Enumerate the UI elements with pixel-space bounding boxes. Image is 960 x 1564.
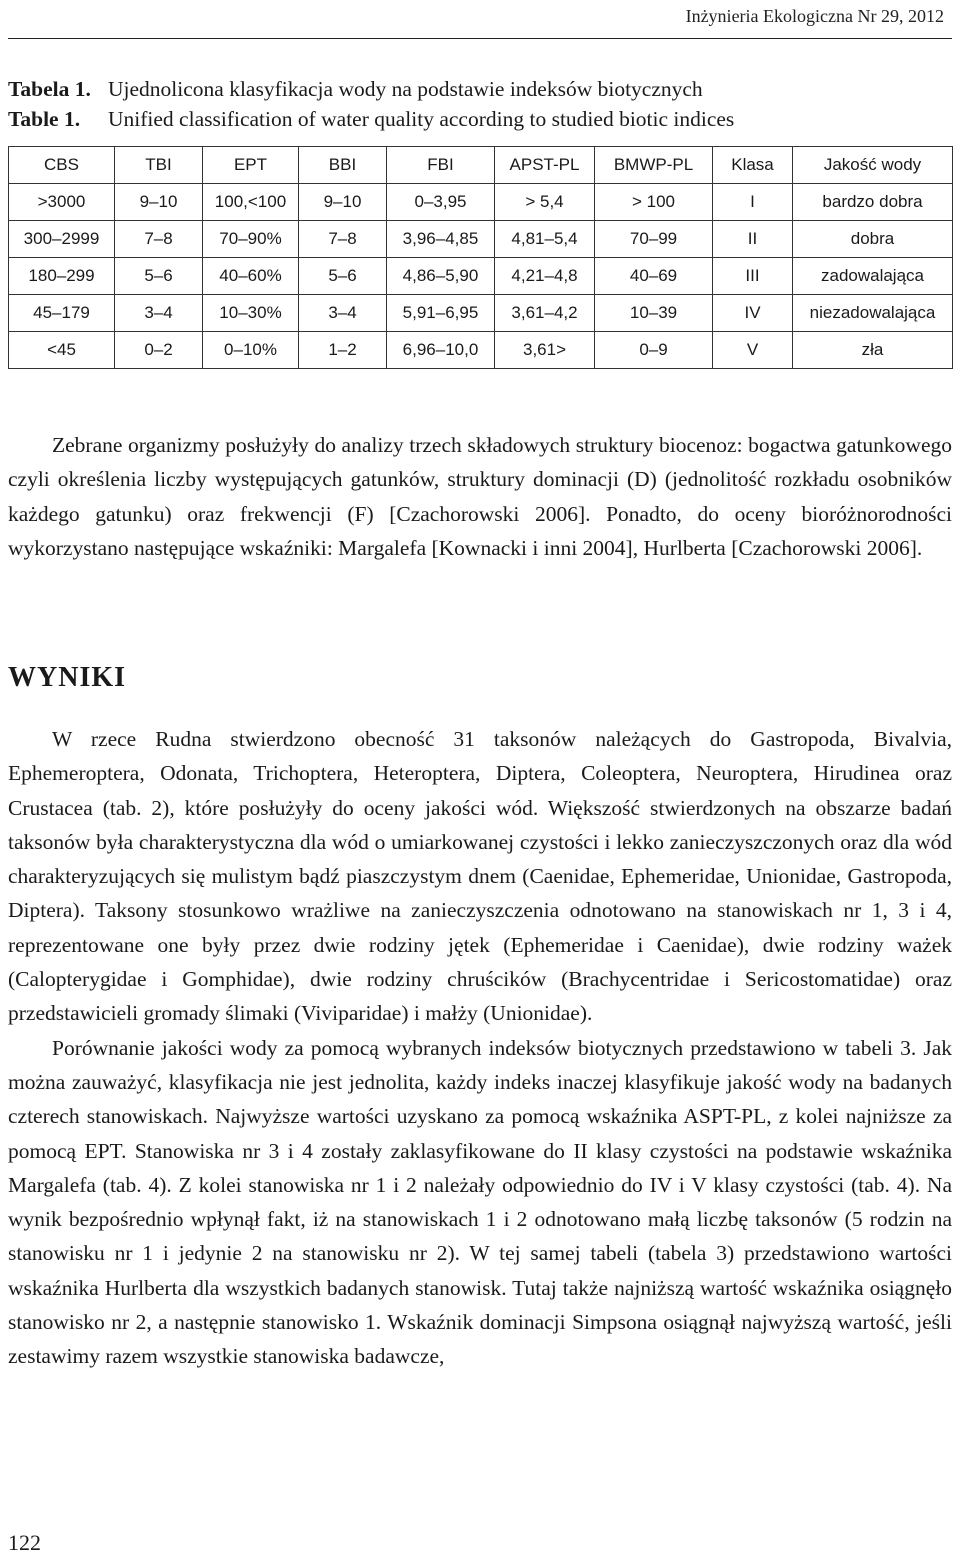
table-captions — [8, 74, 952, 134]
header-cell: Jakość wody — [793, 147, 953, 184]
header-cell: APST-PL — [495, 147, 595, 184]
classification-table — [8, 146, 953, 369]
table-cell: V — [713, 332, 793, 369]
table-cell: bardzo dobra — [793, 184, 953, 221]
header-cell: EPT — [203, 147, 299, 184]
table-cell: niezadowalająca — [793, 295, 953, 332]
header-cell: FBI — [387, 147, 495, 184]
table-cell: 40–60% — [203, 258, 299, 295]
table-row — [9, 184, 953, 221]
table-cell: 4,21–4,8 — [495, 258, 595, 295]
table-cell: 70–90% — [203, 221, 299, 258]
header-cell: Klasa — [713, 147, 793, 184]
table-cell: 7–8 — [299, 221, 387, 258]
table-row — [9, 332, 953, 369]
header-cell: TBI — [115, 147, 203, 184]
table-cell: 4,86–5,90 — [387, 258, 495, 295]
results-text-block — [8, 722, 952, 1374]
table-cell: <45 — [9, 332, 115, 369]
table-cell: > 100 — [595, 184, 713, 221]
table-cell: zła — [793, 332, 953, 369]
table-cell: > 5,4 — [495, 184, 595, 221]
table-cell: 0–10% — [203, 332, 299, 369]
header-rule — [8, 38, 952, 39]
table-cell: 6,96–10,0 — [387, 332, 495, 369]
table-row — [9, 258, 953, 295]
table-cell: 3–4 — [115, 295, 203, 332]
table-cell: 7–8 — [115, 221, 203, 258]
header-cell: BBI — [299, 147, 387, 184]
table-cell: 3–4 — [299, 295, 387, 332]
table-header-row — [9, 147, 953, 184]
table-cell: 0–9 — [595, 332, 713, 369]
results-paragraph-1: W rzece Rudna stwierdzono obecność 31 taksonów należących do Gastropoda, Bivalvia, Ephemeroptera, Odonata, Trichoptera, Heteroptera, Diptera, Coleoptera, Neuroptera, Hirudinea oraz Crustacea (tab. 2), które posłużyły do oceny jakości wód. Większość stwierdzonych na obszarze badań taksonów była charakterystyczna dla wód o umiarkowanej czystości i lekko zanieczyszczonych oraz dla wód charakteryzujących się mulistym bądź piaszczystym dnem (Caenidae, Ephemeridae, Unionidae, Gastropoda, Diptera). Taksony stosunkowo wrażliwe na zanieczyszczenia odnotowano na stanowiskach nr 1, 3 i 4, reprezentowane one były przez dwie rodziny jętek (Ephemeridae i Caenidae), dwie rodziny ważek (Calopterygidae i Gomphidae), dwie rodziny chruścików (Brachycentridae i Sericostomatidae) oraz przedstawicieli gromady ślimaki (Viviparidae) i małży (Unionidae). — [8, 727, 952, 1026]
table-cell: 100,<100 — [203, 184, 299, 221]
caption-pl — [8, 74, 952, 104]
table-cell: >3000 — [9, 184, 115, 221]
table-cell: II — [713, 221, 793, 258]
table-cell: 3,61–4,2 — [495, 295, 595, 332]
methods-paragraph-block — [8, 428, 952, 565]
caption-pl-label: Tabela 1. — [8, 77, 91, 101]
table-row — [9, 295, 953, 332]
table-cell: 5–6 — [299, 258, 387, 295]
caption-pl-text: Ujednolicona klasyfikacja wody na podstawie indeksów biotycznych — [108, 77, 703, 101]
caption-en — [8, 104, 952, 134]
results-paragraph-2: Porównanie jakości wody za pomocą wybranych indeksów biotycznych przedstawiono w tabeli 3. Jak można zauważyć, klasyfikacja nie jest jednolita, każdy indeks inaczej klasyfikuje jakość wody na badanych czterech stanowiskach. Najwyższe wartości uzyskano za pomocą wskaźnika ASPT-PL, z kolei najniższe za pomocą EPT. Stanowiska nr 3 i 4 zostały zaklasyfikowane do II klasy czystości na podstawie wskaźnika Margalefa (tab. 4). Z kolei stanowiska nr 1 i 2 należały odpowiednio do IV i V klasy czystości (tab. 4). Na wynik bezpośrednio wpłynął fakt, iż na stanowiskach 1 i 2 odnotowano małą liczbę taksonów (5 rodzin na stanowisku nr 1 i jedynie 2 na stanowisku nr 2). W tej samej tabeli (tabela 3) przedstawiono wartości wskaźnika Hurlberta dla wszystkich badanych stanowisk. Tutaj także najniższą wartość wskaźnika osiągnęło stanowisko nr 2, a następnie stanowisko 1. Wskaźnik dominacji Simpsona osiągnął najwyższą wartość, jeśli zestawimy razem wszystkie stanowiska badawcze, — [8, 1035, 952, 1369]
page-number: 122 — [8, 1530, 41, 1555]
table-row — [9, 221, 953, 258]
table-cell: 5,91–6,95 — [387, 295, 495, 332]
methods-paragraph: Zebrane organizmy posłużyły do analizy trzech składowych struktury biocenoz: bogactwa gatunkowego czyli określenia liczby występujących gatunków, struktury dominacji (D) (jednolitość rozkładu osobników każdego gatunku) oraz frekwencji (F) [Czachorowski 2006]. Ponadto, do oceny bioróżnorodności wykorzystano następujące wskaźniki: Margalefa [Kownacki i inni 2004], Hurlberta [Czachorowski 2006]. — [8, 433, 952, 560]
table-cell: 180–299 — [9, 258, 115, 295]
caption-en-text: Unified classification of water quality according to studied biotic indices — [108, 107, 735, 131]
table-cell: IV — [713, 295, 793, 332]
table-cell: 9–10 — [299, 184, 387, 221]
table-cell: III — [713, 258, 793, 295]
table-cell: 10–30% — [203, 295, 299, 332]
table-cell: 40–69 — [595, 258, 713, 295]
running-head: Inżynieria Ekologiczna Nr 29, 2012 — [685, 6, 944, 26]
section-heading: WYNIKI — [8, 662, 127, 693]
table-cell: 1–2 — [299, 332, 387, 369]
table-cell: 45–179 — [9, 295, 115, 332]
table-cell: 70–99 — [595, 221, 713, 258]
table-cell: 3,61> — [495, 332, 595, 369]
table-cell: zadowalająca — [793, 258, 953, 295]
table-cell: 0–2 — [115, 332, 203, 369]
table-cell: 5–6 — [115, 258, 203, 295]
header-cell: BMWP-PL — [595, 147, 713, 184]
table-cell: 300–2999 — [9, 221, 115, 258]
table-cell: dobra — [793, 221, 953, 258]
table-cell: 3,96–4,85 — [387, 221, 495, 258]
table-cell: 10–39 — [595, 295, 713, 332]
table-cell: 0–3,95 — [387, 184, 495, 221]
header-cell: CBS — [9, 147, 115, 184]
table-cell: 9–10 — [115, 184, 203, 221]
table-cell: I — [713, 184, 793, 221]
table-cell: 4,81–5,4 — [495, 221, 595, 258]
caption-en-label: Table 1. — [8, 107, 81, 131]
